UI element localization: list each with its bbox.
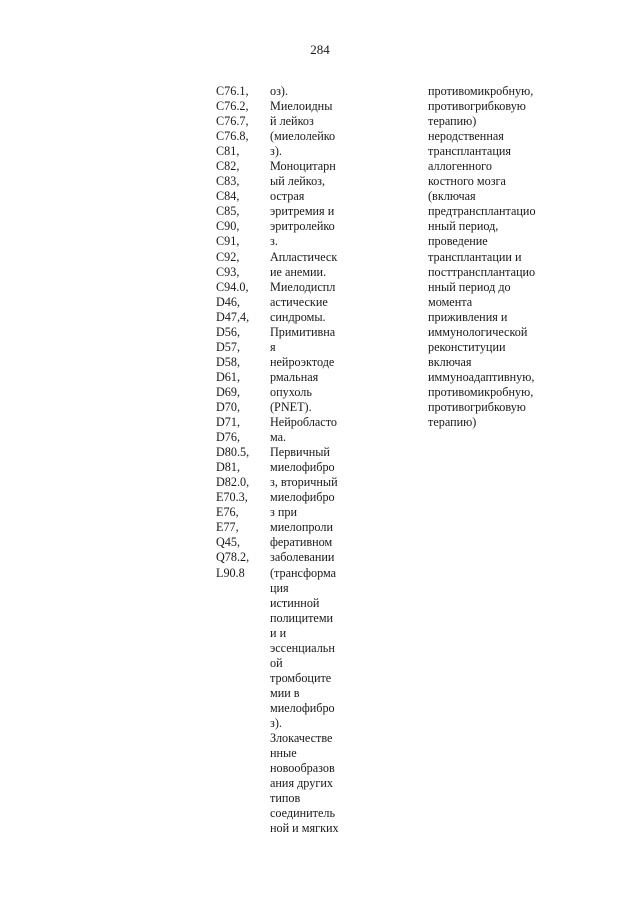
diagnosis-line: синдромы. [270,309,326,324]
icd-code: C92, [216,249,240,264]
treatment-line: (включая [428,189,476,204]
icd-code: C76.7, [216,114,249,129]
diagnosis-line: Миелоидны [270,99,333,114]
diagnosis-line: эссенциальн [270,640,335,655]
diagnosis-line: эритремия и [270,204,335,219]
icd-code: C76.8, [216,129,249,144]
diagnosis-line: ие анемии. [270,264,327,279]
icd-code: D81, [216,460,241,475]
diagnosis-line: з, вторичный [270,475,338,490]
treatment-line: включая [428,354,472,369]
icd-code: D56, [216,324,241,339]
icd-code: C94.0, [216,279,249,294]
diagnosis-line: миелофибро [270,460,335,475]
diagnosis-line: з). [270,144,282,159]
icd-code: C91, [216,234,240,249]
diagnosis-line: ой [270,655,283,670]
diagnosis-line: Апластическ [270,249,338,264]
diagnosis-column [270,84,366,836]
diagnosis-line: й лейкоз [270,114,314,129]
icd-code: E77, [216,520,239,535]
treatment-line: неродственная [428,129,504,144]
icd-code: D46, [216,294,241,309]
page-number: 284 [310,42,330,57]
icd-code: C81, [216,144,240,159]
diagnosis-line: Примитивна [270,324,336,339]
icd-code: C85, [216,204,240,219]
treatment-line: момента [428,294,473,309]
diagnosis-line: з при [270,505,297,520]
diagnosis-line: миелофибро [270,700,335,715]
diagnosis-line: (трансформа [270,565,337,580]
icd-code: C82, [216,159,240,174]
diagnosis-line: оз). [270,84,289,98]
icd-code: D57, [216,339,241,354]
icd-code: C90, [216,219,240,234]
icd-code: D69, [216,384,241,399]
treatment-line: нный период до [428,279,511,294]
diagnosis-line: рмальная [270,369,319,384]
icd-code: D47,4, [216,309,250,324]
diagnosis-line: опухоль [270,384,312,399]
icd-code: D61, [216,369,241,384]
diagnosis-line: ной и мягких [270,821,339,836]
icd-code: C76.2, [216,99,249,114]
diagnosis-line: Злокачестве [270,731,333,746]
treatment-line: терапию) [428,415,477,430]
icd-code: D71, [216,415,241,430]
icd-code: C93, [216,264,240,279]
treatment-line: реконституции [428,339,506,354]
treatment-line: приживления и [428,309,508,324]
treatment-line: противогрибковую [428,399,526,414]
treatment-line: костного мозга [428,174,506,189]
treatment-column [428,84,578,430]
diagnosis-line: тромбоците [270,670,332,685]
diagnosis-line: эритролейко [270,219,335,234]
treatment-line: аллогенного [428,159,492,174]
icd-code: Q78.2, [216,550,250,565]
diagnosis-line: Нейробласто [270,415,337,430]
diagnosis-line: я [270,339,276,354]
treatment-line: противогрибковую [428,99,526,114]
diagnosis-line: ания других [270,776,333,791]
icd-code: C83, [216,174,240,189]
treatment-line: посттрансплантацио [428,264,536,279]
diagnosis-line: Первичный [270,445,330,460]
icd-code: E70.3, [216,490,248,505]
treatment-line: терапию) [428,114,477,129]
diagnosis-line: ый лейкоз, [270,174,326,189]
treatment-line: иммуноадаптивную, [428,369,535,384]
treatment-line: трансплантации и [428,249,522,264]
treatment-line: противомикробную, [428,384,534,399]
diagnosis-line: новообразов [270,761,335,776]
diagnosis-line: нные [270,746,297,761]
diagnosis-line: мии в [270,685,300,700]
diagnosis-line: нейроэктоде [270,354,335,369]
icd-code: C76.1, [216,84,249,98]
treatment-line: проведение [428,234,488,249]
treatment-line: противомикробную, [428,84,534,98]
icd-code: L90.8 [216,565,245,580]
treatment-line: нный период, [428,219,499,234]
treatment-line: предтрансплантацио [428,204,536,219]
diagnosis-line: феративном [270,535,333,550]
diagnosis-line: (миелолейко [270,129,336,144]
diagnosis-line: острая [270,189,305,204]
icd-code: D82.0, [216,475,250,490]
diagnosis-line: ма. [270,430,287,445]
diagnosis-line: Миелодиспл [270,279,336,294]
icd-code: E76, [216,505,239,520]
diagnosis-line: истинной [270,595,320,610]
icd-code: D70, [216,399,241,414]
diagnosis-line: полицитеми [270,610,334,625]
icd-code: Q45, [216,535,241,550]
diagnosis-line: и и [270,625,287,640]
diagnosis-line: миелопроли [270,520,333,535]
diagnosis-line: астические [270,294,328,309]
diagnosis-line: Моноцитарн [270,159,336,174]
icd-code: C84, [216,189,240,204]
icd-codes-column [216,84,262,581]
icd-code: D76, [216,430,241,445]
diagnosis-line: типов [270,791,301,806]
diagnosis-line: миелофибро [270,490,335,505]
diagnosis-line: (PNET). [270,399,312,414]
diagnosis-line: з. [270,234,278,249]
diagnosis-line: соединитель [270,806,336,821]
icd-code: D58, [216,354,241,369]
diagnosis-line: з). [270,715,282,730]
treatment-line: трансплантация [428,144,511,159]
diagnosis-line: заболевании [270,550,335,565]
diagnosis-line: ция [270,580,289,595]
treatment-line: иммунологической [428,324,528,339]
icd-code: D80.5, [216,445,250,460]
